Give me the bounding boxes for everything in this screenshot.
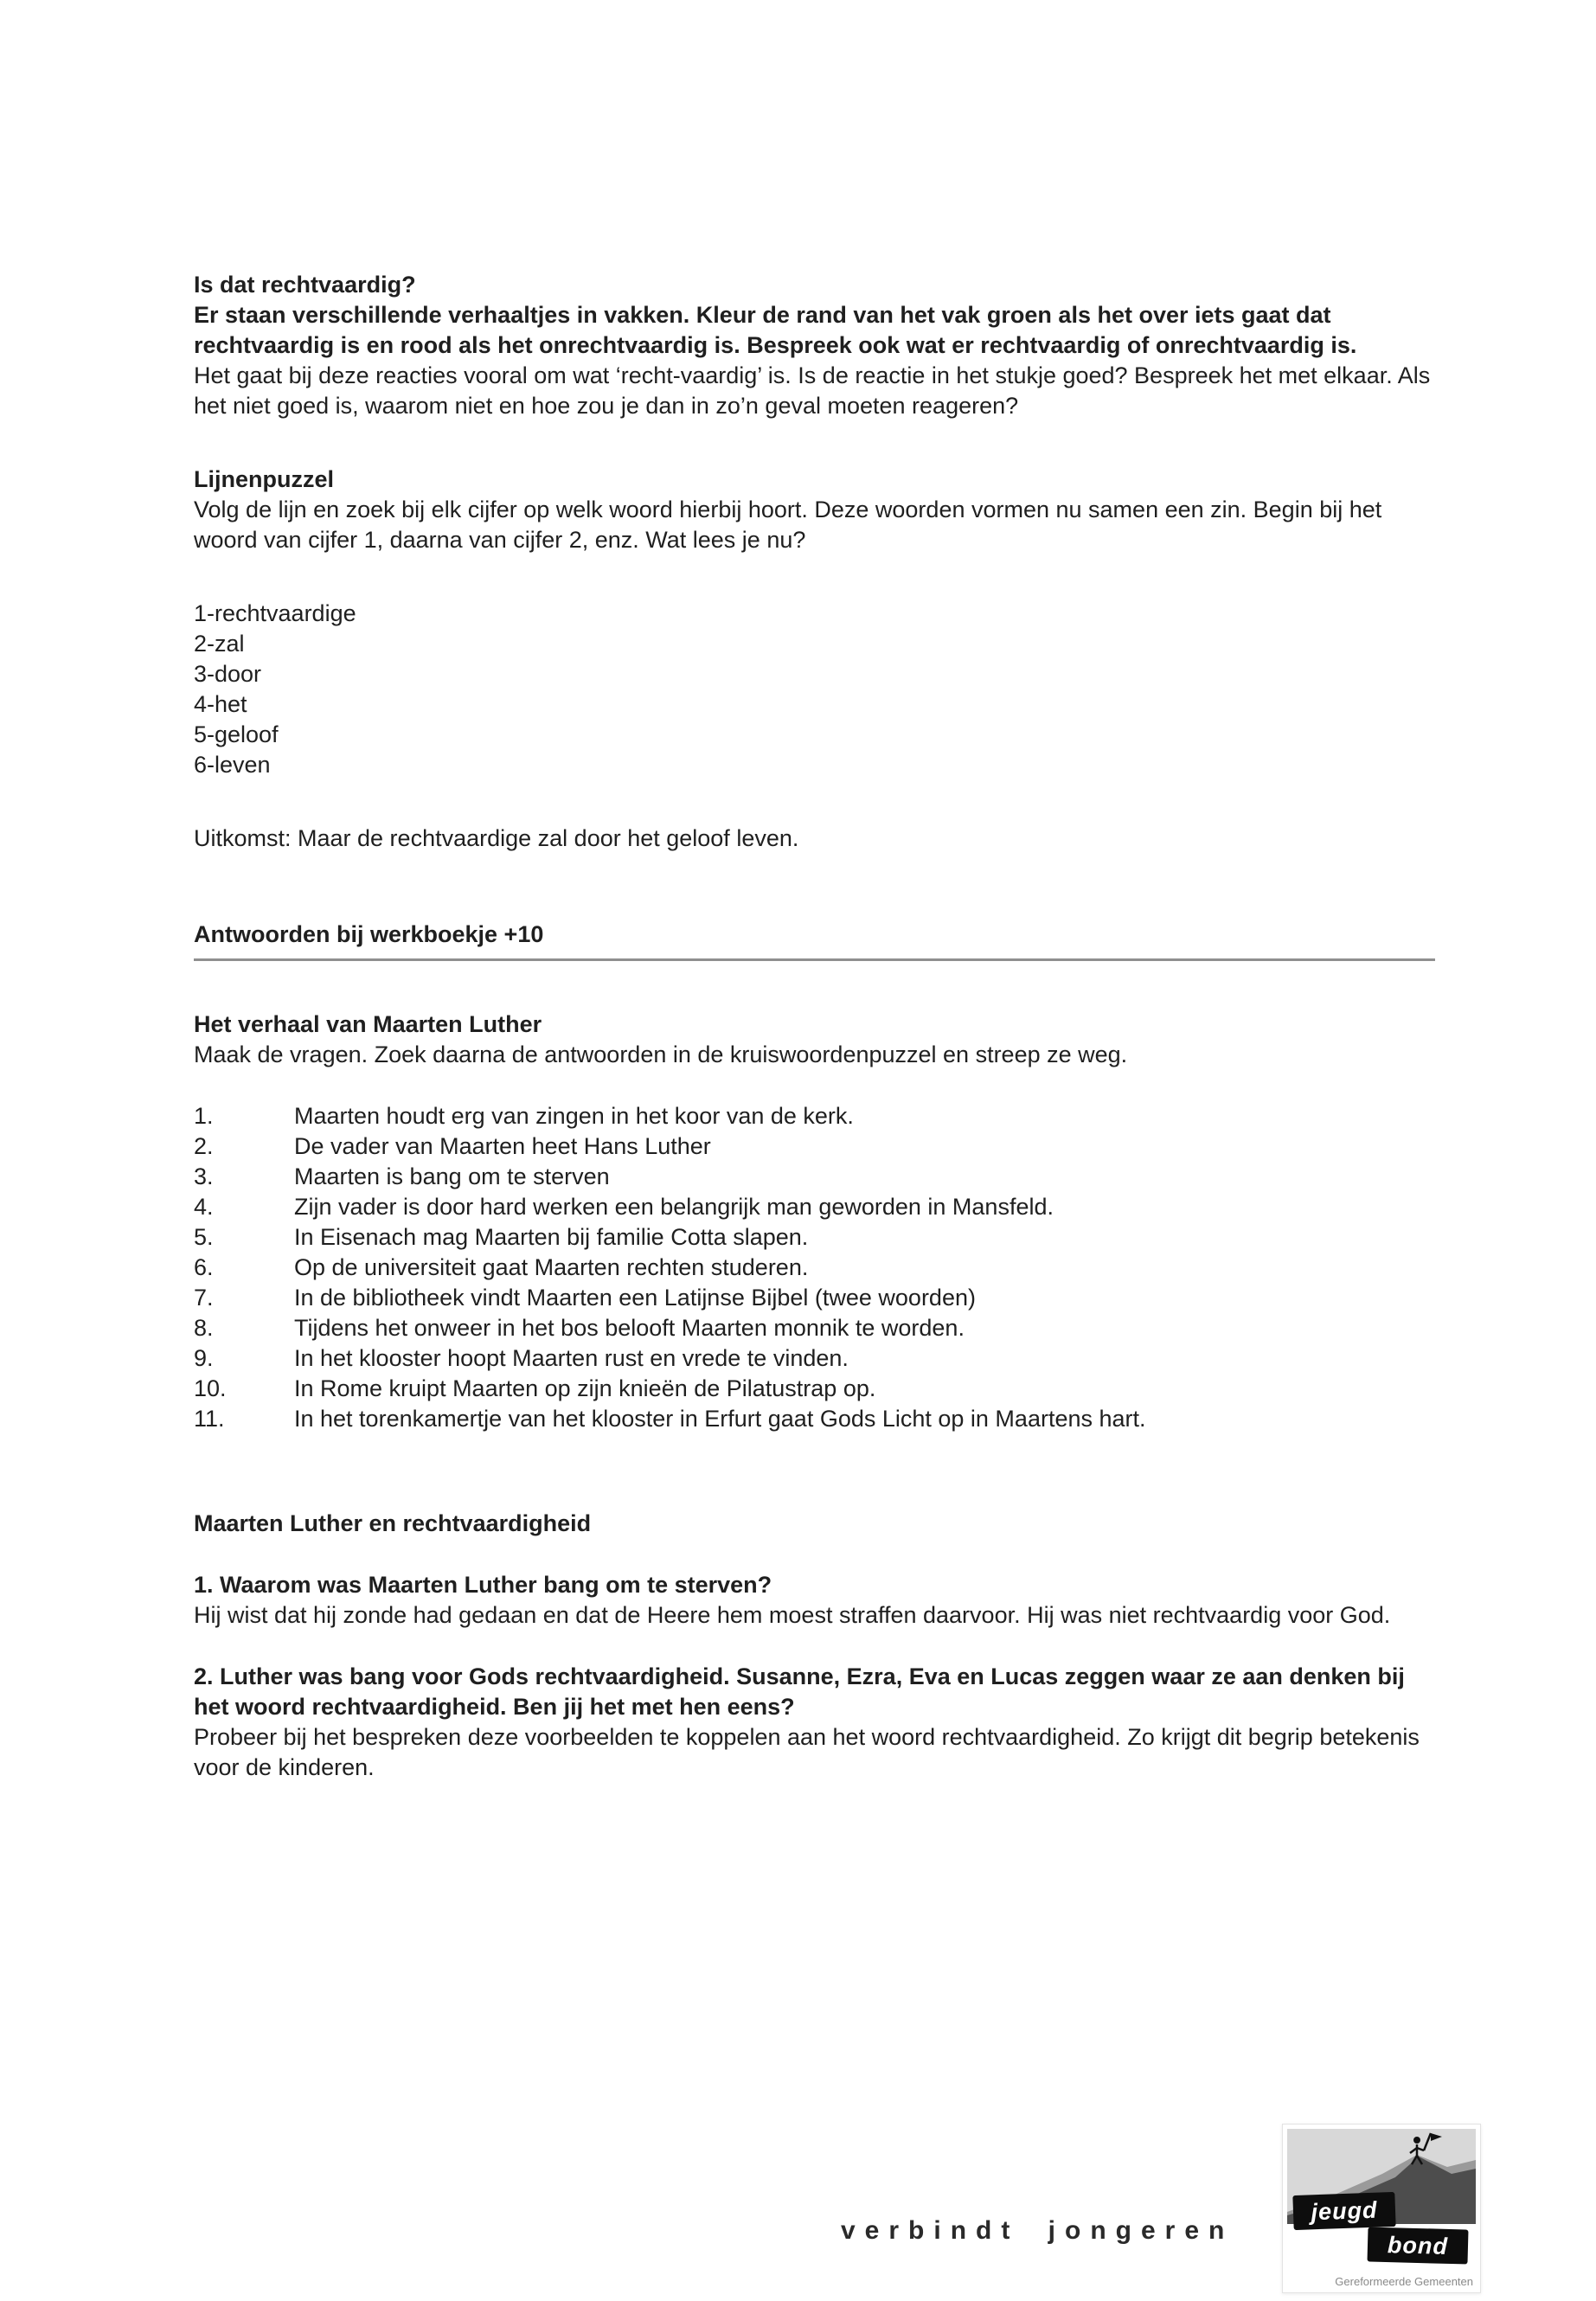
answer-row bbox=[194, 1374, 1435, 1404]
answer-number: 4. bbox=[194, 1194, 214, 1220]
answer-number: 10. bbox=[194, 1375, 227, 1401]
answer-number: 8. bbox=[194, 1315, 214, 1341]
answer-number: 3. bbox=[194, 1163, 214, 1189]
answer-row bbox=[194, 1283, 1435, 1313]
intro-paragraph: Het gaat bij deze reacties vooral om wat ‘recht-vaardig’ is. Is de reactie in het stukje goed? Bespreek het met elkaar. Als het niet goed is, waarom niet en hoe zou je dan in zo’n geval moeten reageren? bbox=[194, 362, 1431, 419]
answer-text: In Rome kruipt Maarten op zijn knieën de Pilatustrap op. bbox=[294, 1375, 876, 1401]
heading-is-dat-rechtvaardig: Is dat rechtvaardig? bbox=[194, 272, 416, 298]
answer-row bbox=[194, 1101, 1435, 1131]
answer-number: 11. bbox=[194, 1406, 225, 1432]
puzzle-word: 2-zal bbox=[194, 631, 245, 657]
uitkomst-line: Uitkomst: Maar de rechtvaardige zal door het geloof leven. bbox=[194, 825, 799, 851]
lijnenpuzzel-paragraph: Volg de lijn en zoek bij elk cijfer op welk woord hierbij hoort. Deze woorden vormen nu samen een zin. Begin bij het woord van cijfer 1, daarna van cijfer 2, enz. Wat lees je nu? bbox=[194, 497, 1382, 553]
answer-text: In het torenkamertje van het klooster in Erfurt gaat Gods Licht op in Maartens hart. bbox=[294, 1406, 1146, 1432]
answer-row bbox=[194, 1162, 1435, 1192]
answer-row bbox=[194, 1192, 1435, 1222]
puzzle-word: 3-door bbox=[194, 661, 262, 687]
puzzle-word: 5-geloof bbox=[194, 721, 279, 747]
heading-antwoorden-werkboekje: Antwoorden bij werkboekje +10 bbox=[194, 921, 544, 947]
heading-verhaal-maarten-luther: Het verhaal van Maarten Luther bbox=[194, 1011, 542, 1037]
puzzle-word: 4-het bbox=[194, 691, 247, 717]
answer-text: In Eisenach mag Maarten bij familie Cotta slapen. bbox=[294, 1224, 809, 1250]
section-divider bbox=[194, 958, 1435, 961]
question-1: 1. Waarom was Maarten Luther bang om te sterven? bbox=[194, 1572, 772, 1598]
answer-row bbox=[194, 1131, 1435, 1162]
verhaal-answer-list bbox=[194, 1101, 1435, 1434]
jeugdbond-logo bbox=[1282, 2124, 1481, 2293]
answer-number: 1. bbox=[194, 1103, 214, 1129]
answer-text: Maarten houdt erg van zingen in het koor van de kerk. bbox=[294, 1103, 854, 1129]
answer-text: Maarten is bang om te sterven bbox=[294, 1163, 610, 1189]
answer-text: Tijdens het onweer in het bos belooft Maarten monnik te worden. bbox=[294, 1315, 965, 1341]
answer-row bbox=[194, 1222, 1435, 1253]
answer-text: Zijn vader is door hard werken een belangrijk man geworden in Mansfeld. bbox=[294, 1194, 1054, 1220]
answer-text: Op de universiteit gaat Maarten rechten studeren. bbox=[294, 1254, 809, 1280]
answer-number: 9. bbox=[194, 1345, 214, 1371]
answer-row bbox=[194, 1313, 1435, 1343]
answer-text: In de bibliotheek vindt Maarten een Latijnse Bijbel (twee woorden) bbox=[294, 1285, 976, 1311]
intro-bold-paragraph: Er staan verschillende verhaaltjes in vakken. Kleur de rand van het vak groen als het over iets gaat dat rechtvaardig is en rood als het onrechtvaardig is. Bespreek ook wat er rechtvaardig of onrechtvaardig is. bbox=[194, 302, 1357, 358]
slogan-verbindt-jongeren: verbindt jongeren bbox=[841, 2216, 1234, 2245]
heading-luther-rechtvaardigheid: Maarten Luther en rechtvaardigheid bbox=[194, 1510, 592, 1536]
answer-text: In het klooster hoopt Maarten rust en vrede te vinden. bbox=[294, 1345, 849, 1371]
verhaal-paragraph: Maak de vragen. Zoek daarna de antwoorden in de kruiswoordenpuzzel en streep ze weg. bbox=[194, 1042, 1128, 1067]
puzzle-word: 1-rechtvaardige bbox=[194, 600, 356, 626]
answer-number: 6. bbox=[194, 1254, 214, 1280]
answer-1: Hij wist dat hij zonde had gedaan en dat de Heere hem moest straffen daarvoor. Hij was niet rechtvaardig voor God. bbox=[194, 1602, 1391, 1628]
answer-row bbox=[194, 1404, 1435, 1434]
answer-row bbox=[194, 1343, 1435, 1374]
answer-2: Probeer bij het bespreken deze voorbeelden te koppelen aan het woord rechtvaardigheid. Zo krijgt dit begrip betekenis voor de kinderen. bbox=[194, 1724, 1420, 1780]
puzzle-word: 6-leven bbox=[194, 752, 271, 778]
answer-text: De vader van Maarten heet Hans Luther bbox=[294, 1133, 711, 1159]
logo-word-bond: bond bbox=[1367, 2227, 1468, 2264]
question-2: 2. Luther was bang voor Gods rechtvaardigheid. Susanne, Ezra, Eva en Lucas zeggen waar ze aan denken bij het woord rechtvaardigheid. Ben jij het met hen eens? bbox=[194, 1663, 1405, 1720]
answer-number: 2. bbox=[194, 1133, 214, 1159]
document-content bbox=[194, 270, 1435, 1783]
logo-word-jeugd: jeugd bbox=[1292, 2192, 1395, 2230]
answer-number: 5. bbox=[194, 1224, 214, 1250]
answer-number: 7. bbox=[194, 1285, 214, 1311]
answer-row bbox=[194, 1253, 1435, 1283]
lijnenpuzzel-word-list bbox=[194, 599, 1435, 780]
logo-subtitle: Gereformeerde Gemeenten bbox=[1335, 2275, 1473, 2288]
heading-lijnenpuzzel: Lijnenpuzzel bbox=[194, 466, 334, 492]
